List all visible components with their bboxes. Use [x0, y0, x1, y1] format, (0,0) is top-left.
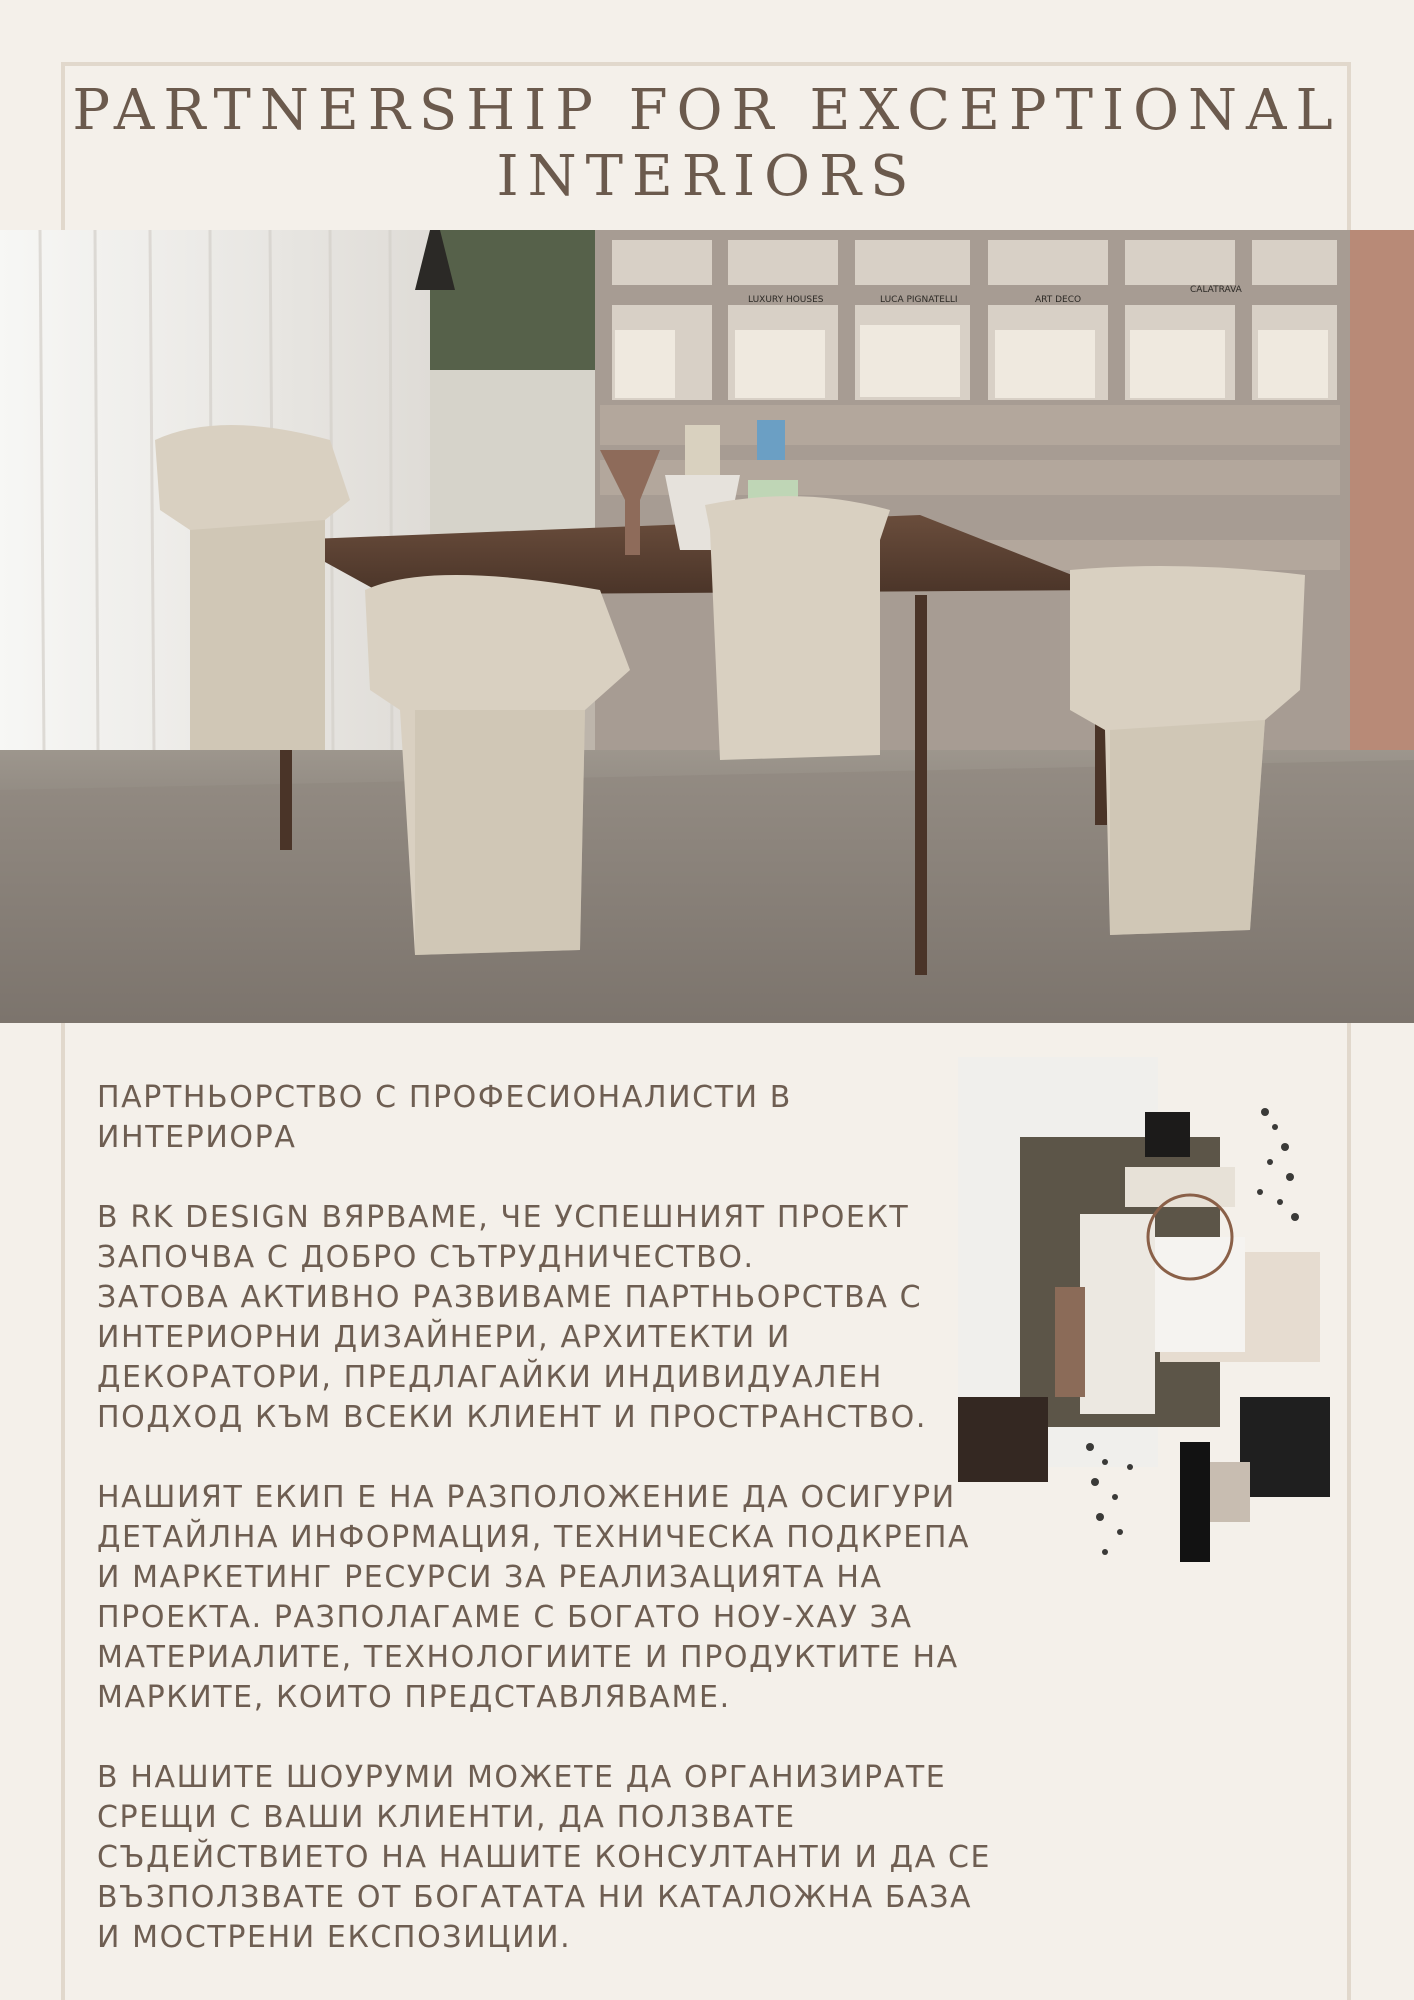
dining-room-photo-icon [0, 230, 1414, 1023]
book-spine: LUXURY HOUSES [748, 295, 824, 305]
book-spine: CALATRAVA [1190, 285, 1242, 295]
material-moodboard-photo-icon [955, 1052, 1335, 1602]
book-spine: ART DECO [1035, 295, 1082, 305]
body-paragraph-1: В RK DESIGN ВЯРВАМЕ, ЧЕ УСПЕШНИЯТ ПРОЕКТ ЗАПОЧВА С ДОБРО СЪТРУДНИЧЕСТВО. ЗАТОВА АКТИВНО РАЗВИВАМЕ ПАРТНЬОРСТВА С ИНТЕРИОРНИ ДИЗАЙНЕРИ, АРХИТЕКТИ И ДЕКОРАТОРИ, ПРЕДЛАГАЙКИ ИНДИВИДУАЛЕН ПОДХОД КЪМ ВСЕКИ КЛИЕНТ И ПРОСТРАНСТВО. [97, 1200, 927, 1435]
body-paragraph-3: В НАШИТЕ ШОУРУМИ МОЖЕТЕ ДА ОРГАНИЗИРАТЕ СРЕЩИ С ВАШИ КЛИЕНТИ, ДА ПОЛЗВАТЕ СЪДЕЙСТВИЕТО НА НАШИТЕ КОНСУЛТАНТИ И ДА СЕ ВЪЗПОЛЗВАТЕ ОТ БОГАТАТА НИ КАТАЛОЖНА БАЗА И МОСТРЕНИ ЕКСПОЗИЦИИ. [97, 1760, 992, 1955]
page-title: PARTNERSHIP FOR EXCEPTIONAL INTERIORS [72, 78, 1342, 209]
body-text [97, 1078, 997, 1998]
body-heading: ПАРТНЬОРСТВО С ПРОФЕСИОНАЛИСТИ В ИНТЕРИОРА [97, 1080, 792, 1155]
material-moodboard [955, 1052, 1335, 1602]
book-spine: LUCA PIGNATELLI [880, 295, 958, 305]
hero-image [0, 230, 1414, 1023]
body-paragraph-2: НАШИЯТ ЕКИП Е НА РАЗПОЛОЖЕНИЕ ДА ОСИГУРИ ДЕТАЙЛНА ИНФОРМАЦИЯ, ТЕХНИЧЕСКА ПОДКРЕПА И МАРКЕТИНГ РЕСУРСИ ЗА РЕАЛИЗАЦИЯТА НА ПРОЕКТА. РАЗПОЛАГАМЕ С БОГАТО НОУ-ХАУ ЗА МАТЕРИАЛИТЕ, ТЕХНОЛОГИИТЕ И ПРОДУКТИТЕ НА МАРКИТЕ, КОИТО ПРЕДСТАВЛЯВАМЕ. [97, 1480, 971, 1715]
